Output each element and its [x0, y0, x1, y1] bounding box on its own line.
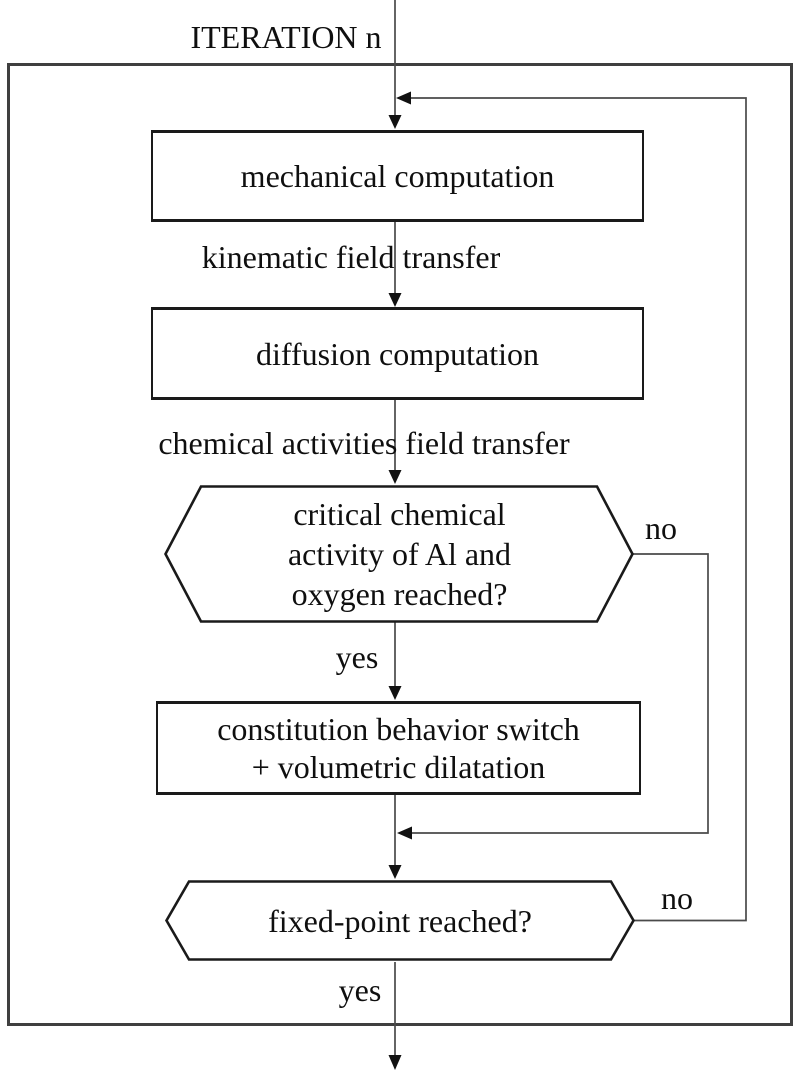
- critical-check-line-3: oxygen reached?: [291, 576, 508, 612]
- branch-label-critical-yes: yes: [335, 639, 379, 675]
- branch-label-fixed-yes: yes: [338, 972, 382, 1008]
- constitution-line-1: constitution behavior switch: [217, 711, 580, 747]
- arrowhead-into-mechanical-icon: [389, 115, 402, 129]
- branch-label-fixed-no: no: [661, 880, 693, 916]
- edge-label-kinematic: kinematic field transfer: [201, 239, 501, 275]
- constitution-line-2: + volumetric dilatation: [251, 749, 546, 785]
- node-constitution-switch: [156, 701, 641, 795]
- arrowhead-into-diffusion-icon: [389, 293, 402, 307]
- arrowhead-left-merge-icon: [397, 827, 412, 840]
- arrowhead-into-constitution-icon: [389, 686, 402, 700]
- edge-label-chemical: chemical activities field transfer: [158, 425, 570, 461]
- iteration-title: ITERATION n: [190, 19, 382, 55]
- node-mechanical-computation: [151, 130, 644, 222]
- node-diffusion-computation: [151, 307, 644, 400]
- arrowhead-into-fixed-check-icon: [389, 865, 402, 879]
- fixed-check-label: fixed-point reached?: [268, 902, 532, 939]
- arrowhead-exit-icon: [389, 1055, 402, 1070]
- arrowhead-into-critical-check-icon: [389, 470, 402, 484]
- node-diffusion-label: diffusion computation: [256, 335, 539, 372]
- critical-check-line-1: critical chemical: [293, 496, 506, 532]
- node-fixed-check-shape: [167, 882, 634, 960]
- node-critical-check-shape: [166, 487, 633, 622]
- critical-check-line-2: activity of Al and: [287, 536, 512, 572]
- arrowhead-left-loop-icon: [396, 92, 411, 105]
- branch-label-critical-no: no: [645, 510, 677, 546]
- node-mechanical-label: mechanical computation: [240, 158, 555, 194]
